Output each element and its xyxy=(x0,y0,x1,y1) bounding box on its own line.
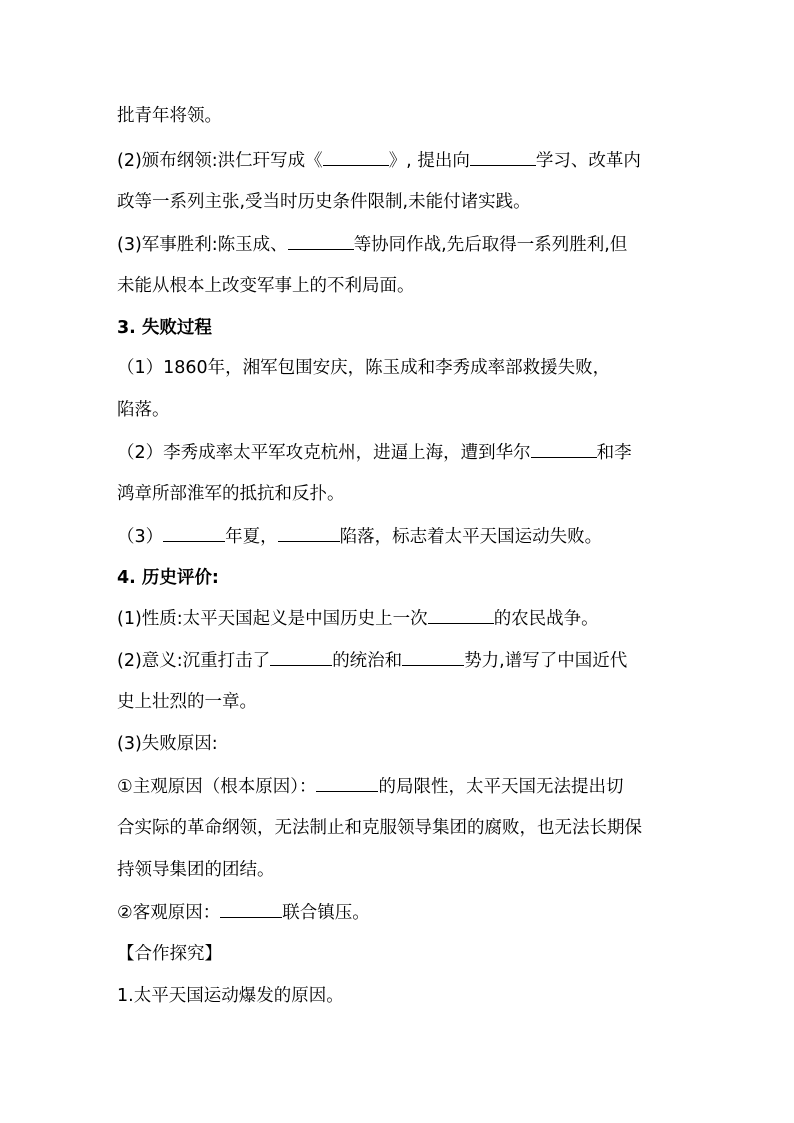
line-text: 1.太平天国运动爆发的原因。 xyxy=(117,986,344,1006)
fill-in-blank[interactable] xyxy=(288,232,354,250)
text-line xyxy=(117,690,257,714)
line-text: 的局限性，太平天国无法提出切 xyxy=(378,777,624,797)
fill-in-blank[interactable] xyxy=(316,774,378,792)
section-heading xyxy=(117,316,212,340)
fill-in-blank[interactable] xyxy=(163,524,225,542)
line-text: 鸿章所部淮军的抵抗和反扑。 xyxy=(117,484,345,504)
text-line xyxy=(117,356,610,380)
text-line xyxy=(117,648,627,673)
line-text: 联合镇压。 xyxy=(282,903,370,923)
line-text: 和李 xyxy=(596,443,632,463)
line-text: 陷落，标志着太平天国运动失败。 xyxy=(339,527,603,547)
line-text: 学习、改革内 xyxy=(535,151,641,171)
line-text: ①主观原因（根本原因）： xyxy=(117,777,317,797)
line-text: (2)意义:沉重打击了 xyxy=(117,651,271,671)
line-text: （1）1860年，湘军包围安庆，陈玉成和李秀成率部救援失败， xyxy=(117,358,611,378)
text-line xyxy=(117,524,602,549)
text-line xyxy=(117,900,370,925)
line-text: 陷落。 xyxy=(117,400,170,420)
heading-text: 4. 历史评价: xyxy=(117,568,219,588)
line-text: 持领导集团的团结。 xyxy=(117,860,275,880)
text-line xyxy=(117,104,222,128)
fill-in-blank[interactable] xyxy=(531,440,597,458)
line-text: （2）李秀成率太平军攻克杭州，进逼上海，遭到华尔 xyxy=(117,443,531,463)
heading-text: 3. 失败过程 xyxy=(117,318,212,338)
text-line xyxy=(117,148,641,173)
line-text: （3） xyxy=(117,527,164,547)
line-text: 的农民战争。 xyxy=(493,609,599,629)
text-line xyxy=(117,232,627,257)
text-line xyxy=(117,398,170,422)
fill-in-blank[interactable] xyxy=(220,900,282,918)
fill-in-blank[interactable] xyxy=(323,148,389,166)
line-text: 史上壮烈的一章。 xyxy=(117,692,257,712)
text-line xyxy=(117,440,632,465)
line-text: ②客观原因： xyxy=(117,903,221,923)
line-text: 【合作探究】 xyxy=(117,944,222,964)
text-line xyxy=(117,774,623,799)
line-text: 合实际的革命纲领，无法制止和克服领导集团的腐败，也无法长期保 xyxy=(117,818,642,838)
fill-in-blank[interactable] xyxy=(428,606,494,624)
text-line xyxy=(117,190,531,214)
line-text: 的统治和 xyxy=(332,651,403,671)
text-line xyxy=(117,482,345,506)
fill-in-blank[interactable] xyxy=(278,524,340,542)
line-text: 未能从根本上改变军事上的不利局面。 xyxy=(117,276,415,296)
line-text: 年夏， xyxy=(225,527,278,547)
line-text: 等协同作战,先后取得一系列胜利,但 xyxy=(353,235,628,255)
fill-in-blank[interactable] xyxy=(470,148,536,166)
text-line xyxy=(117,984,344,1008)
fill-in-blank[interactable] xyxy=(270,648,332,666)
text-line xyxy=(117,606,599,631)
text-line xyxy=(117,942,222,966)
line-text: (3)失败原因: xyxy=(117,734,218,754)
fill-in-blank[interactable] xyxy=(402,648,464,666)
text-line xyxy=(117,732,218,756)
line-text: (1)性质:太平天国起义是中国历史上一次 xyxy=(117,609,428,629)
line-text: 政等一系列主张,受当时历史条件限制,未能付诸实践。 xyxy=(117,192,531,212)
line-text: 》, 提出向 xyxy=(388,151,470,171)
text-line xyxy=(117,858,275,882)
line-text: (2)颁布纲领:洪仁玕写成《 xyxy=(117,151,323,171)
line-text: (3)军事胜利:陈玉成、 xyxy=(117,235,288,255)
line-text: 批青年将领。 xyxy=(117,106,222,126)
text-line xyxy=(117,274,415,298)
section-heading xyxy=(117,566,219,590)
line-text: 势力,谱写了中国近代 xyxy=(464,651,628,671)
text-line xyxy=(117,816,642,840)
